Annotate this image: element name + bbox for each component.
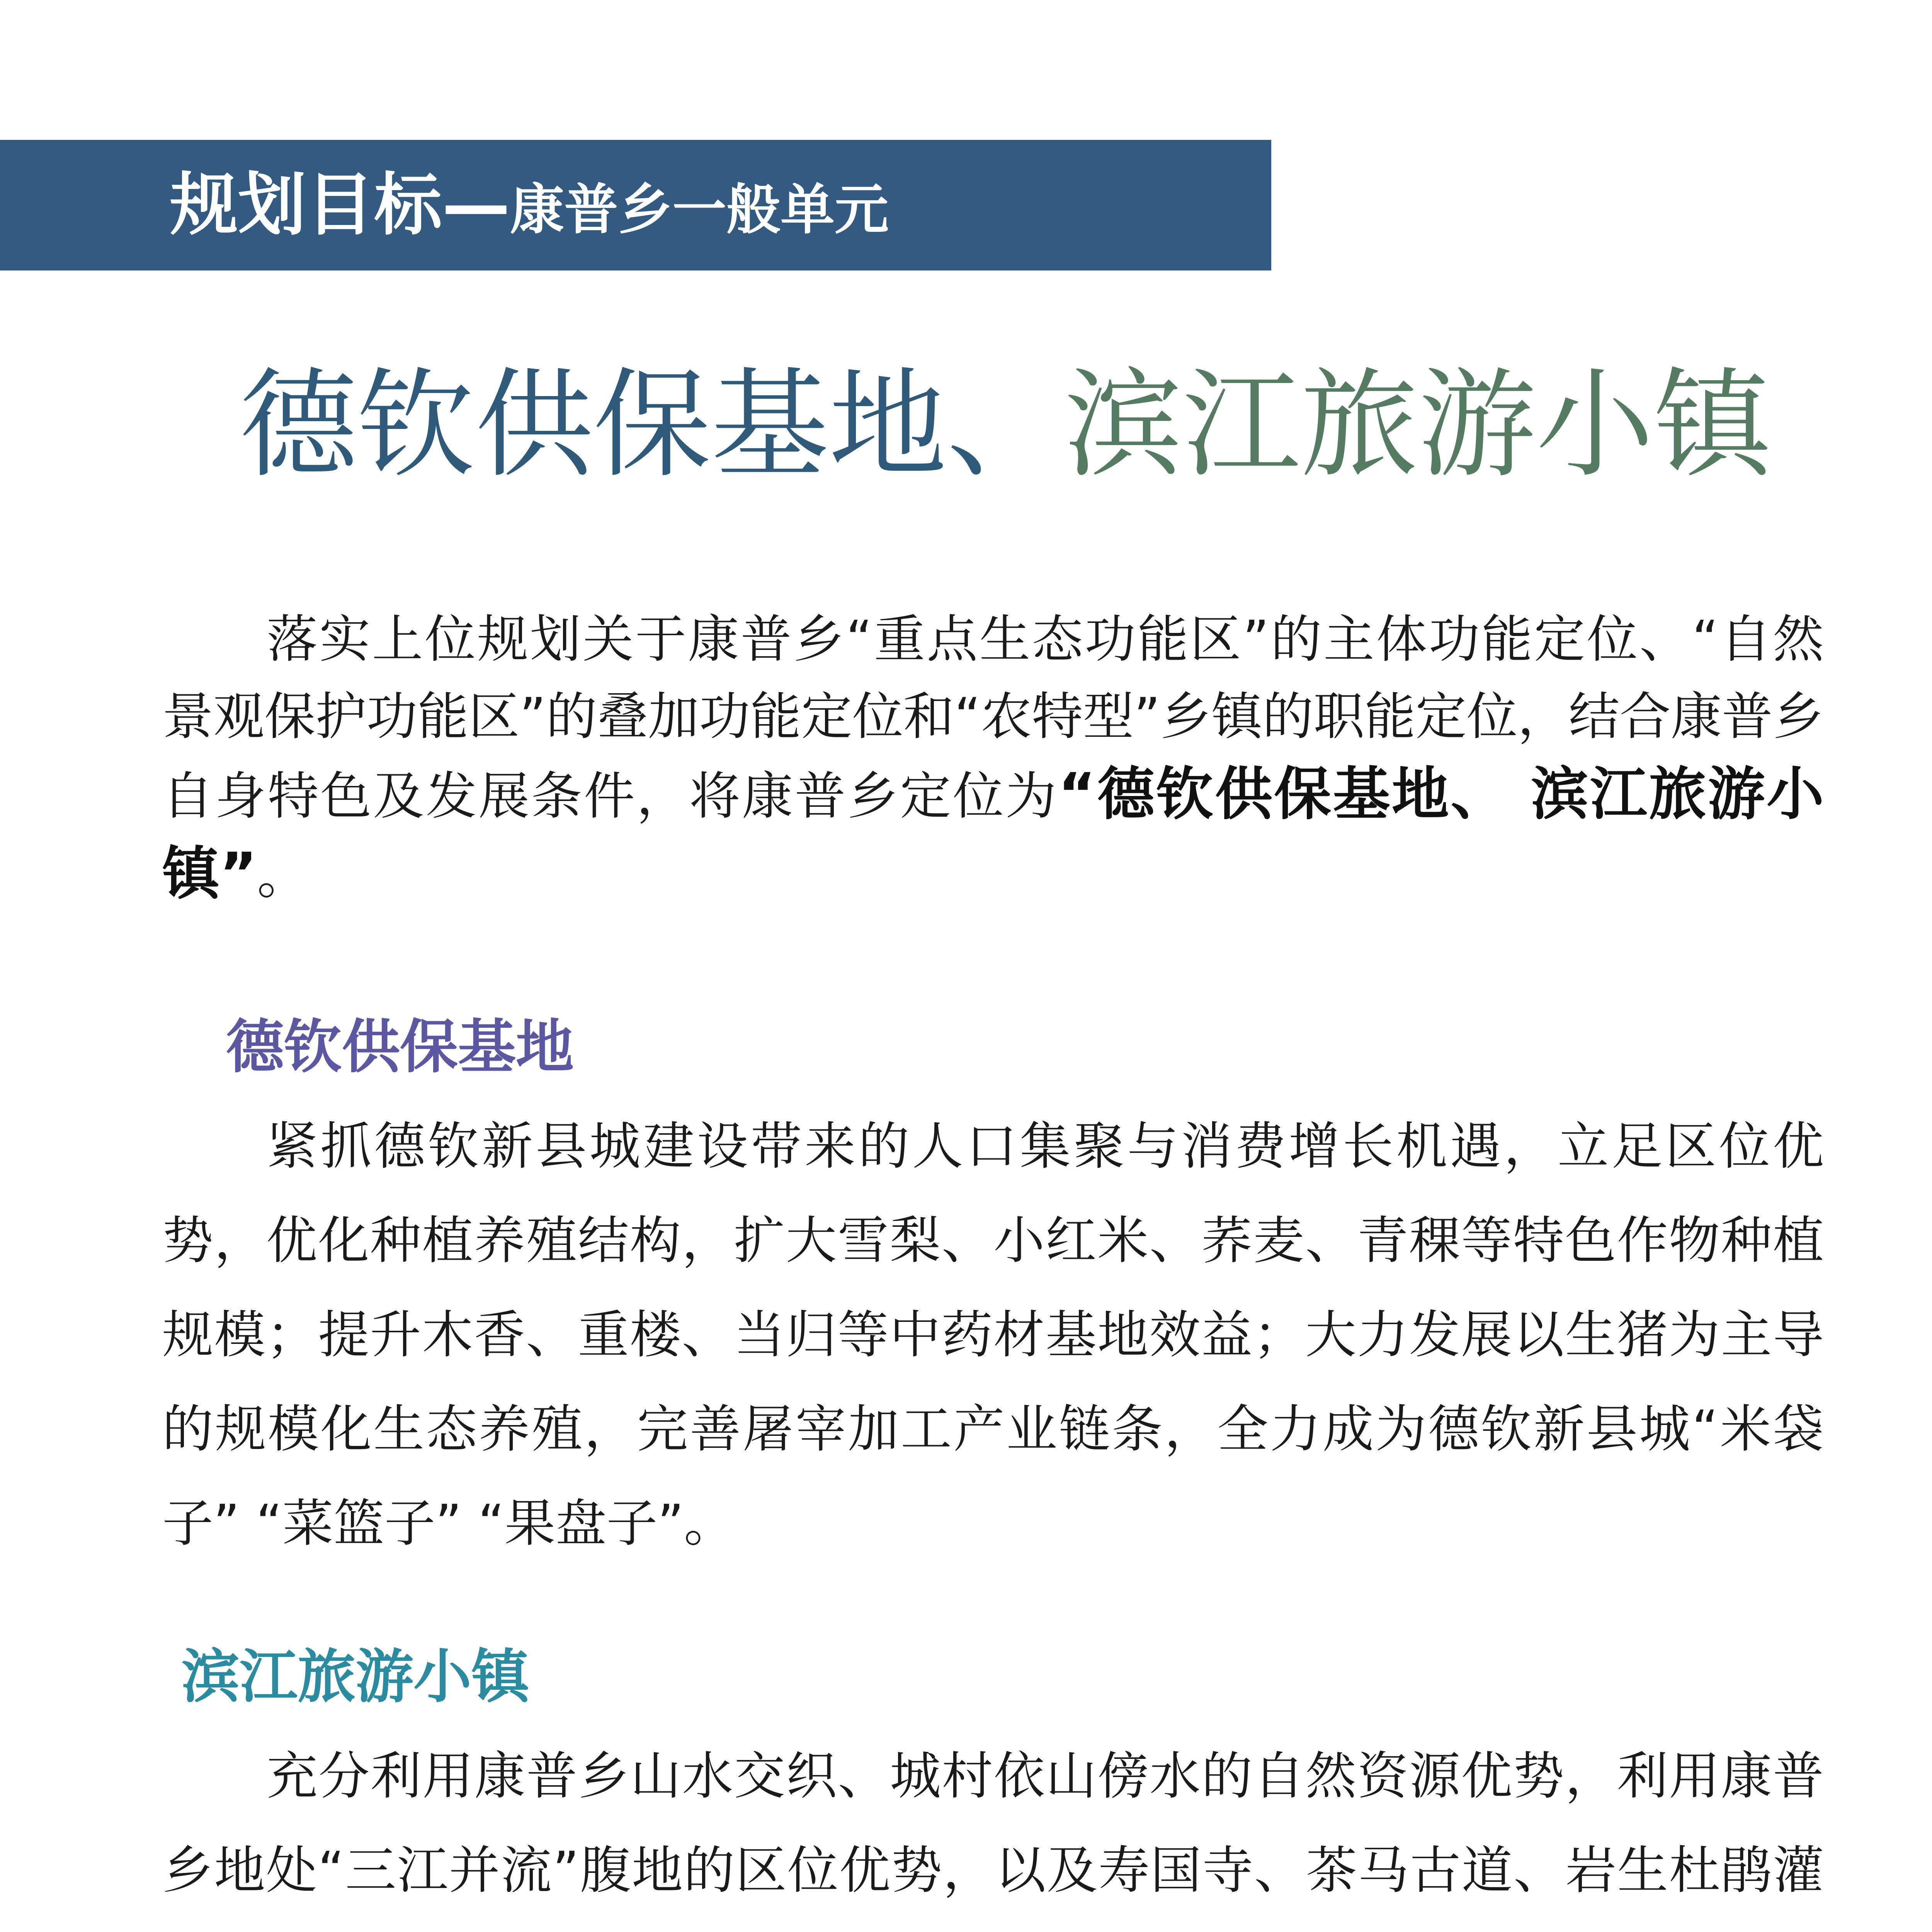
- section-heading-riverside-town: 滨江旅游小镇: [182, 1643, 530, 1711]
- section-body-supply-base: 紧抓德钦新县城建设带来的人口集聚与消费增长机遇，立足区位优势，优化种植养殖结构，扩大雪梨、小红米、荞麦、青稞等特色作物种植规模；提升木香、重楼、当归等中药材基地效益；大力发展以生猪为主导的规模化生态养殖，完善屠宰加工产业链条，全力成为德钦新县城“米袋子” “菜篮子” “果盘子”。: [162, 1117, 1824, 1553]
- header-title-dash: —: [442, 165, 510, 245]
- section-body-riverside-town: 充分利用康普乡山水交织、城村依山傍水的自然资源优势，利用康普乡地处“三江并流”腹地的区位优势，以及寿国寺、茶马古道、岩生杜鹃灌: [162, 1747, 1824, 1900]
- page-title-part2: 滨江旅游小镇: [1065, 356, 1772, 493]
- page-title-part1: 德钦供保基地、: [240, 356, 1065, 493]
- header-title-sub: 康普乡一般单元: [510, 179, 889, 242]
- intro-end: 。: [257, 846, 308, 906]
- intro-emphasis: “德钦供保基地、 滨江旅游小镇”: [162, 761, 1824, 907]
- header-title: [170, 140, 889, 270]
- page-title: [240, 355, 1772, 495]
- header-banner: [0, 140, 1271, 270]
- section-heading-supply-base: 德钦供保基地: [226, 1014, 574, 1081]
- intro-text: 落实上位规划关于康普乡“重点生态功能区”的主体功能定位、“自然景观保护功能区”的叠加功能定位和“农特型”乡镇的职能定位，结合康普乡自身特色及发展条件，将康普乡定位为: [162, 610, 1824, 826]
- intro-paragraph: [162, 601, 1824, 915]
- header-title-main: 规划目标: [170, 165, 442, 245]
